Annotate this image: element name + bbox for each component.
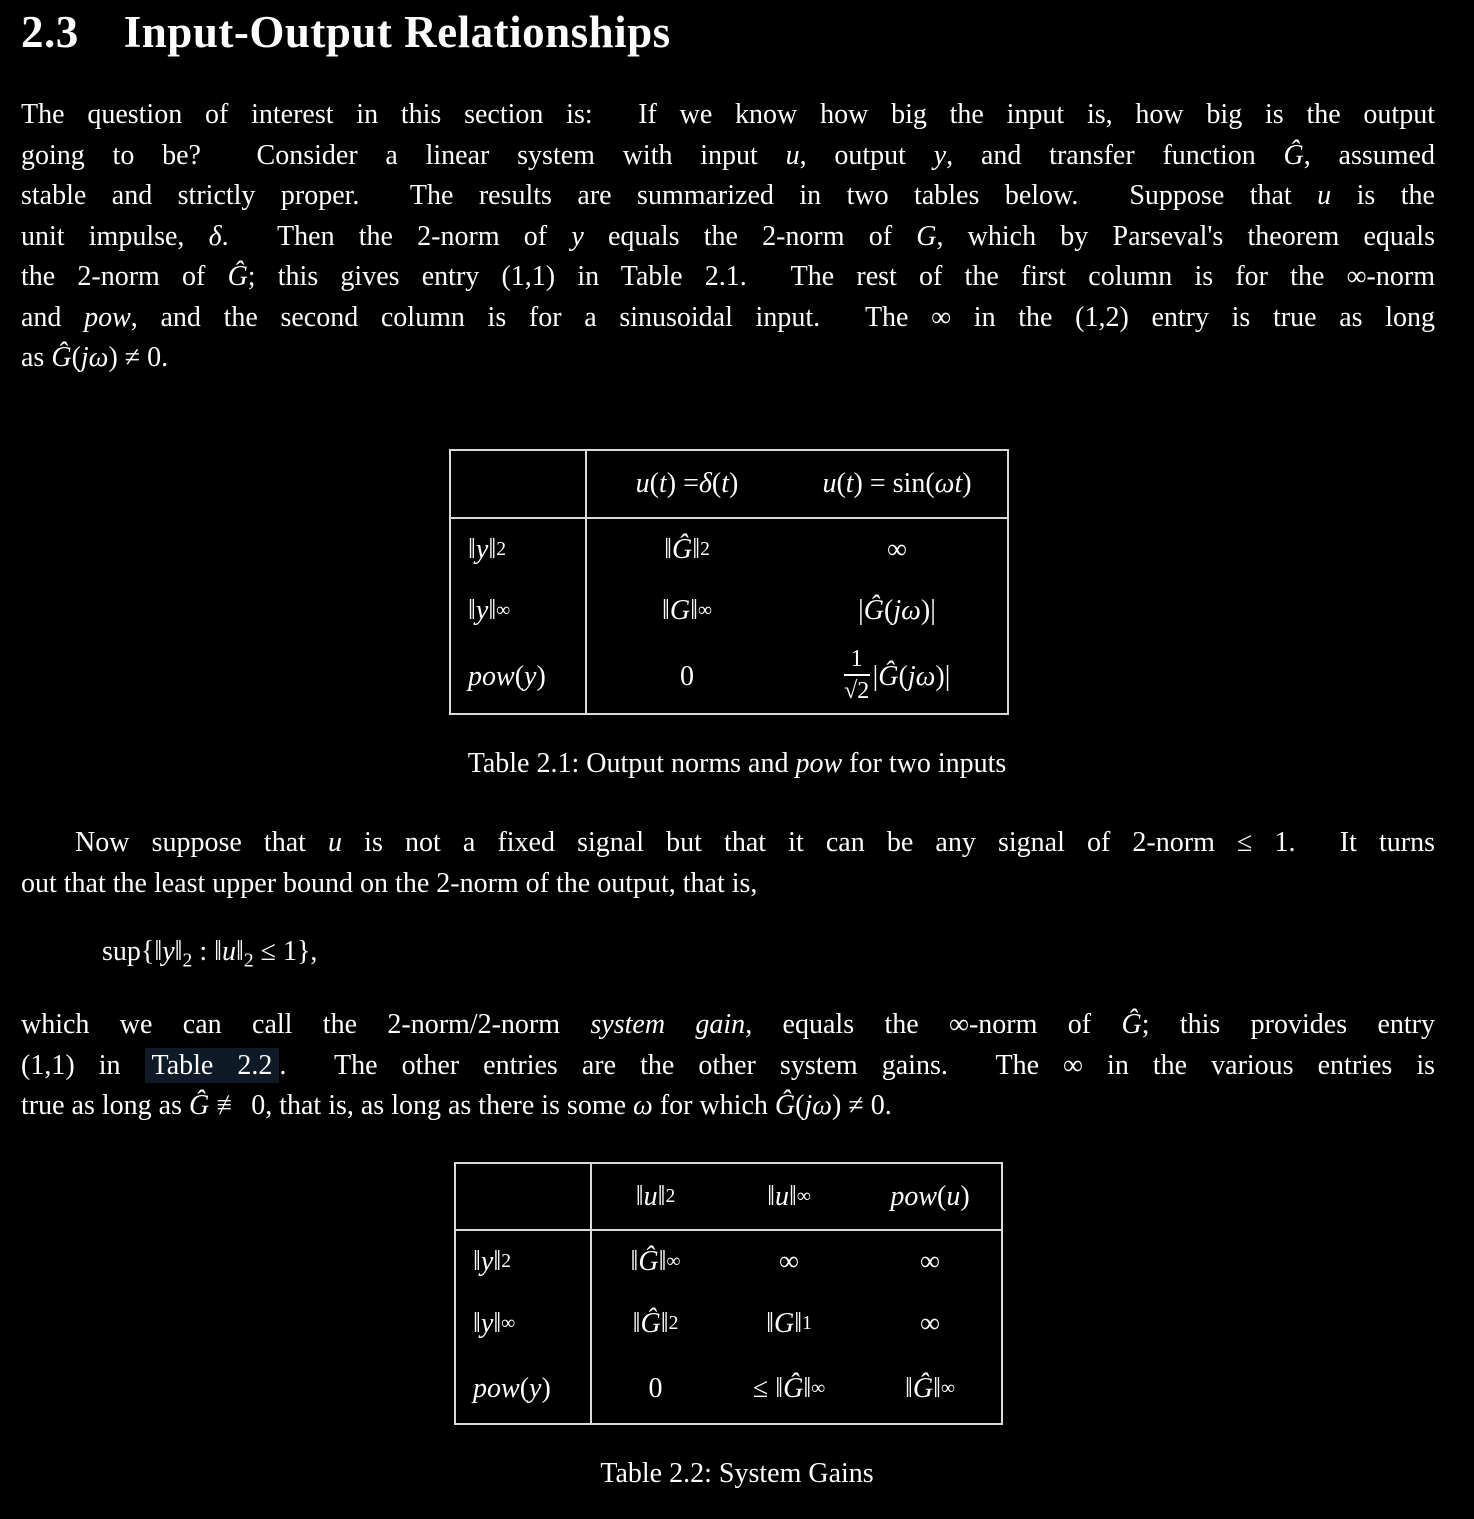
table-corner-cell — [451, 451, 587, 519]
column-header: u ( t ) = δ ( t ) — [587, 451, 787, 519]
table-cell: ‖ Ĝ ‖ 2 — [632, 1308, 679, 1339]
table-2-1-caption: Table 2.1: Output norms and pow for two inputs — [467, 748, 1007, 779]
paragraph-2 — [21, 823, 1435, 904]
text-line: out that the least upper bound on the 2-norm of the output, that is, — [21, 867, 758, 899]
text-line: unit impulse, δ. Then the 2-norm of y equals the 2-norm of G, which by Parseval's theorem equals — [21, 220, 1435, 252]
table-cell: ≤ ‖ Ĝ ‖ ∞ — [752, 1373, 826, 1404]
column-header: u ( t ) = sin( ωt ) — [787, 451, 1007, 519]
table-cell: $\frac{1}{√2}$ | Ĝ ( jω )| — [844, 645, 951, 704]
table-cell: ∞ — [887, 534, 907, 565]
text-line: going to be? Consider a linear system with input u, output y, and transfer function Ĝ, assumed — [21, 139, 1435, 171]
table-cell: ∞ — [920, 1308, 940, 1339]
row-label: pow ( y ) — [451, 641, 587, 713]
table-cell: ‖ Ĝ ‖ ∞ — [630, 1246, 681, 1277]
text-line: as Ĝ(jω) ≠ 0. — [21, 342, 169, 373]
column-header: pow ( u ) — [859, 1164, 1001, 1231]
text-line: the 2-norm of Ĝ; this gives entry (1,1) in Table 2.1. The rest of the first column is for the ∞-norm — [21, 261, 1435, 292]
table-2-2-link[interactable]: Table 2.2 — [145, 1048, 280, 1083]
table-cell: ‖ Ĝ ‖ 2 — [664, 534, 710, 565]
text-line: Now suppose that u is not a fixed signal but that it can be any signal of 2-norm ≤ 1. It turns — [75, 827, 1435, 858]
table-cell: ‖ G ‖ ∞ — [662, 595, 712, 626]
text-line: stable and strictly proper. The results are summarized in two tables below. Suppose that u is the — [21, 180, 1435, 211]
row-label: pow ( y ) — [456, 1355, 592, 1423]
table-2-1 — [449, 449, 1009, 715]
text-line: The question of interest in this section is: If we know how big the input is, how big is the output — [21, 99, 1435, 130]
paragraph-1 — [21, 95, 1435, 379]
table-2-2-caption: Table 2.2: System Gains — [600, 1458, 874, 1489]
display-equation: $sup\{‖y‖_2$ : $‖u‖_2 \le 1$}, — [102, 936, 318, 972]
table-cell: 0 — [680, 661, 694, 692]
table-cell: ∞ — [920, 1246, 940, 1277]
text-line: (1,1) in Table 2.2 . The other entries are the other system gains. The ∞ in the various entries is — [21, 1049, 1435, 1081]
text-line: and pow, and the second column is for a sinusoidal input. The ∞ in the (1,2) entry is true as long — [21, 301, 1435, 333]
table-cell: ‖ G ‖ 1 — [766, 1308, 812, 1339]
section-title: Input-Output Relationships — [123, 7, 671, 57]
section-heading — [21, 6, 671, 58]
one-over-sqrt2-fraction: $\frac{1}{√2}$ — [844, 645, 870, 704]
text-line: which we can call the 2-norm/2-norm system gain, equals the ∞-norm of Ĝ; this provides entry — [21, 1009, 1435, 1040]
table-2-2 — [454, 1162, 1003, 1425]
section-number: 2.3 — [21, 7, 79, 57]
row-label: ‖ y ‖ 2 — [456, 1231, 592, 1293]
table-cell: ‖ Ĝ ‖ ∞ — [905, 1373, 955, 1404]
row-label: ‖ y ‖ 2 — [451, 519, 587, 581]
paragraph-3 — [21, 1005, 1435, 1127]
row-label: ‖ y ‖ ∞ — [451, 581, 587, 641]
table-cell: ∞ — [779, 1246, 799, 1277]
column-header: ‖ u ‖ ∞ — [719, 1164, 859, 1231]
row-label: ‖ y ‖ ∞ — [456, 1293, 592, 1355]
column-header: ‖ u ‖ 2 — [592, 1164, 719, 1231]
text-line: true as long as Ĝ ≢ 0, that is, as long as there is some ω for which Ĝ(jω) ≠ 0. — [21, 1090, 892, 1121]
table-cell: | Ĝ ( jω )| — [858, 595, 936, 626]
table-corner-cell — [456, 1164, 592, 1231]
table-cell: 0 — [648, 1373, 663, 1404]
